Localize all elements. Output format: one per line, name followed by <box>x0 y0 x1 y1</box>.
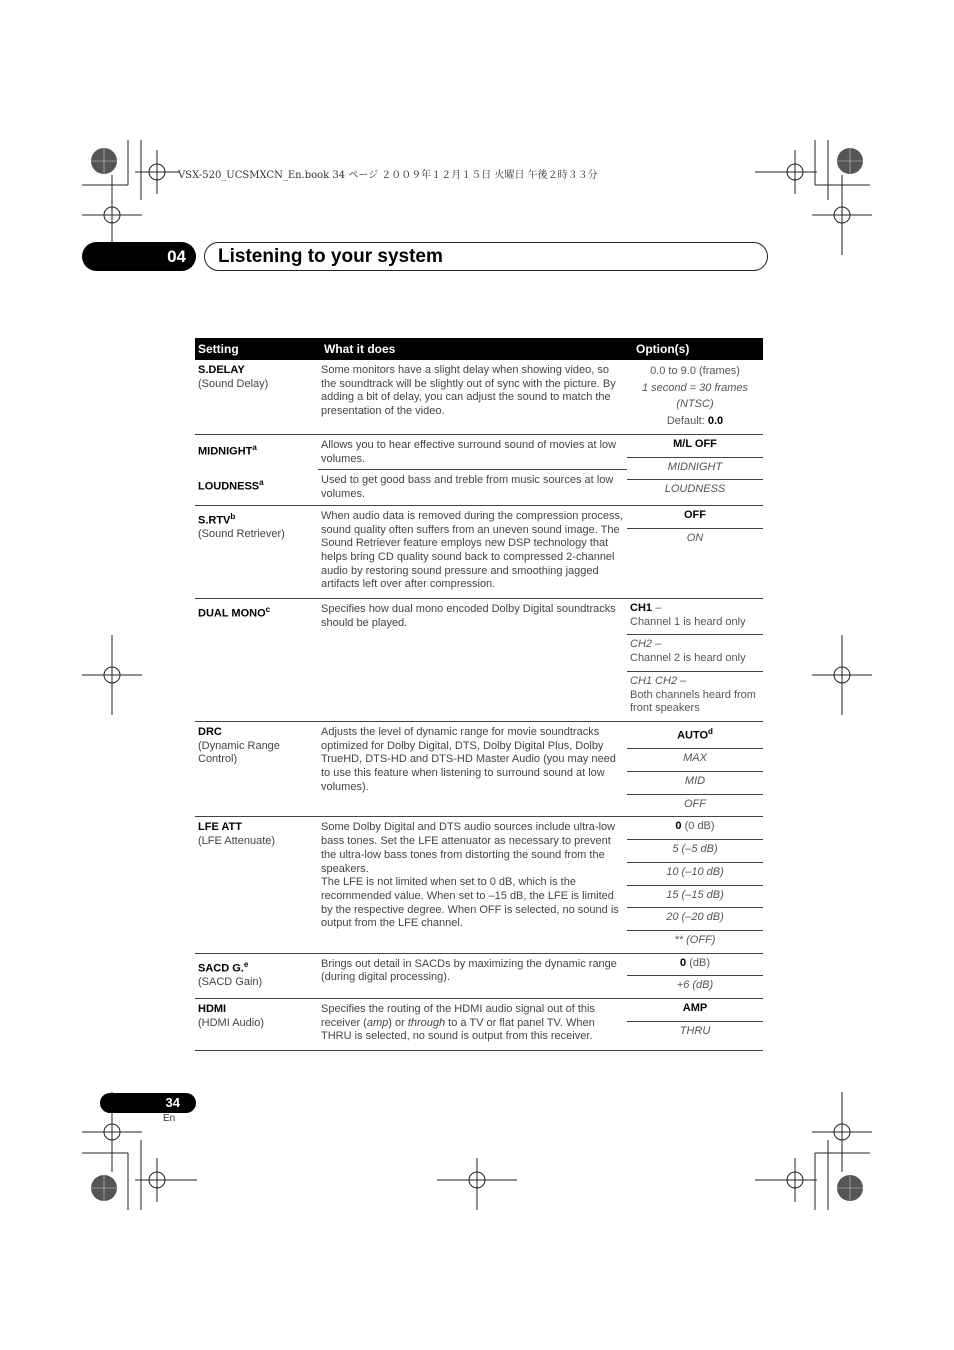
option: 20 (–20 dB) <box>627 908 763 931</box>
setting-subtitle: (Dynamic Range Control) <box>198 739 280 766</box>
settings-table <box>195 338 763 1051</box>
setting-name: DRC <box>198 725 222 738</box>
setting-cell <box>195 470 318 504</box>
option: ** (OFF) <box>674 933 716 946</box>
description: When audio data is removed during the compression process, sound quality often suffers from an uneven sound image. The Sound Retriever feature employs new DSP technology that helps bring CD quality sound back to compressed 2-channel audio by restoring sound pressure and smoothing jagged artifacts left over after compression. <box>321 509 624 591</box>
options-cell <box>627 817 763 952</box>
setting-subtitle: (SACD Gain) <box>198 976 263 988</box>
option: CH2 – Channel 2 is heard only <box>627 635 763 671</box>
description: Specifies how dual mono encoded Dolby Digital soundtracks should be played. <box>321 603 616 629</box>
setting-cell <box>195 506 318 598</box>
description: Specifies the routing of the HDMI audio signal out of this receiver (amp) or through to a TV or flat panel TV. When THRU is selected, no sound is output from this receiver. <box>321 1003 595 1043</box>
table-row <box>195 435 763 506</box>
option: 15 (–15 dB) <box>627 886 763 909</box>
option: MID <box>627 772 763 795</box>
header-what-it-does: What it does <box>324 342 396 356</box>
table-row <box>195 722 763 817</box>
options-cell <box>627 722 763 816</box>
setting-cell <box>195 360 318 434</box>
option: ON <box>686 531 704 544</box>
options-cell <box>627 999 763 1050</box>
description: Brings out detail in SACDs by maximizing the dynamic range (during digital processing). <box>321 957 617 984</box>
setting-subtitle: (HDMI Audio) <box>198 1016 265 1029</box>
option: THRU <box>679 1024 711 1037</box>
option: 10 (–10 dB) <box>627 863 763 886</box>
setting-subtitle: (Sound Retriever) <box>198 528 285 541</box>
options-cell <box>627 506 763 598</box>
option: MIDNIGHT <box>627 458 763 481</box>
setting-cell <box>195 999 318 1050</box>
setting-name: LFE ATT <box>198 821 242 834</box>
printer-slug-line: VSX-520_UCSMXCN_En.book 34 ページ ２００９年１２月１５日 火曜日 午後２時３３分 <box>178 170 598 181</box>
setting-name: LOUDNESS$^a$ <box>198 478 264 494</box>
description: Used to get good bass and treble from music sources at low volumes. <box>321 474 614 501</box>
description: Allows you to hear effective surround sound of movies at low volumes. <box>318 435 627 470</box>
description: Adjusts the level of dynamic range for movie soundtracks optimized for Dolby Digital, DTS, Dolby Digital Plus, Dolby TrueHD, DTS-HD and DTS-HD Master Audio (you may need to use this feature when listening to surround sound at low volumes). <box>321 725 616 793</box>
setting-cell <box>195 435 318 470</box>
description: Some Dolby Digital and DTS audio sources include ultra-low bass tones. Set the LFE attenuator as necessary to prevent the ultra-low bass tones from distorting the sound from the speakers. The LFE is not limited when set to 0 dB, which is the recommended value. When set to –15 dB, the LFE is limited by the respective degree. When OFF is selected, no sound is output from the LFE channel. <box>321 821 619 930</box>
setting-name: S.RTV$^b$ <box>198 511 236 527</box>
options-cell <box>627 599 763 721</box>
header-setting: Setting <box>198 342 239 356</box>
setting-name: SACD G.$^e$ <box>198 959 249 975</box>
setting-subtitle: (Sound Delay) <box>198 377 269 390</box>
chapter-header <box>82 242 768 271</box>
setting-name: MIDNIGHT$^a$ <box>198 443 257 458</box>
table-row <box>195 599 763 722</box>
chapter-number: 04 <box>82 242 196 271</box>
setting-cell <box>195 817 318 952</box>
setting-cell <box>195 722 318 816</box>
option: 0 (dB) <box>627 954 763 977</box>
setting-cell <box>195 954 318 998</box>
option: M/L OFF <box>627 435 763 458</box>
setting-name: S.DELAY <box>198 364 245 376</box>
setting-cell <box>195 599 318 721</box>
option: +6 (dB) <box>676 979 714 992</box>
option: CH1 CH2 – Both channels heard from front speakers <box>630 674 756 715</box>
table-row <box>195 506 763 599</box>
setting-subtitle: (LFE Attenuate) <box>198 835 276 848</box>
description: Some monitors have a slight delay when showing video, so the soundtrack will be slightly out of sync with the picture. By adding a bit of delay, you can adjust the sound to match the presentation of the video. <box>321 364 616 418</box>
option: AMP <box>627 999 763 1022</box>
option: 0.0 to 9.0 (frames) 1 second = 30 frames (NTSC) Default: 0.0 <box>641 365 749 427</box>
option: 5 (–5 dB) <box>627 840 763 863</box>
option: LOUDNESS <box>664 483 726 496</box>
table-row <box>195 999 763 1051</box>
table-row <box>195 360 763 435</box>
setting-name: HDMI <box>198 1003 227 1016</box>
options-cell <box>627 360 763 434</box>
page-language: En <box>163 1113 176 1124</box>
table-header <box>195 338 763 360</box>
option: AUTO$^d$ <box>627 722 763 749</box>
option: 0 (0 dB) <box>627 817 763 840</box>
table-row <box>195 954 763 999</box>
option: CH1 – Channel 1 is heard only <box>627 599 763 635</box>
table-row <box>195 817 763 953</box>
header-options: Option(s) <box>636 342 690 356</box>
option: OFF <box>627 506 763 529</box>
chapter-title: Listening to your system <box>204 242 768 271</box>
page-number: 34 <box>100 1093 196 1113</box>
setting-name: DUAL MONO$^c$ <box>198 605 271 620</box>
option: OFF <box>684 797 706 810</box>
options-cell <box>627 954 763 998</box>
options-cell <box>627 435 763 505</box>
option: MAX <box>627 749 763 772</box>
